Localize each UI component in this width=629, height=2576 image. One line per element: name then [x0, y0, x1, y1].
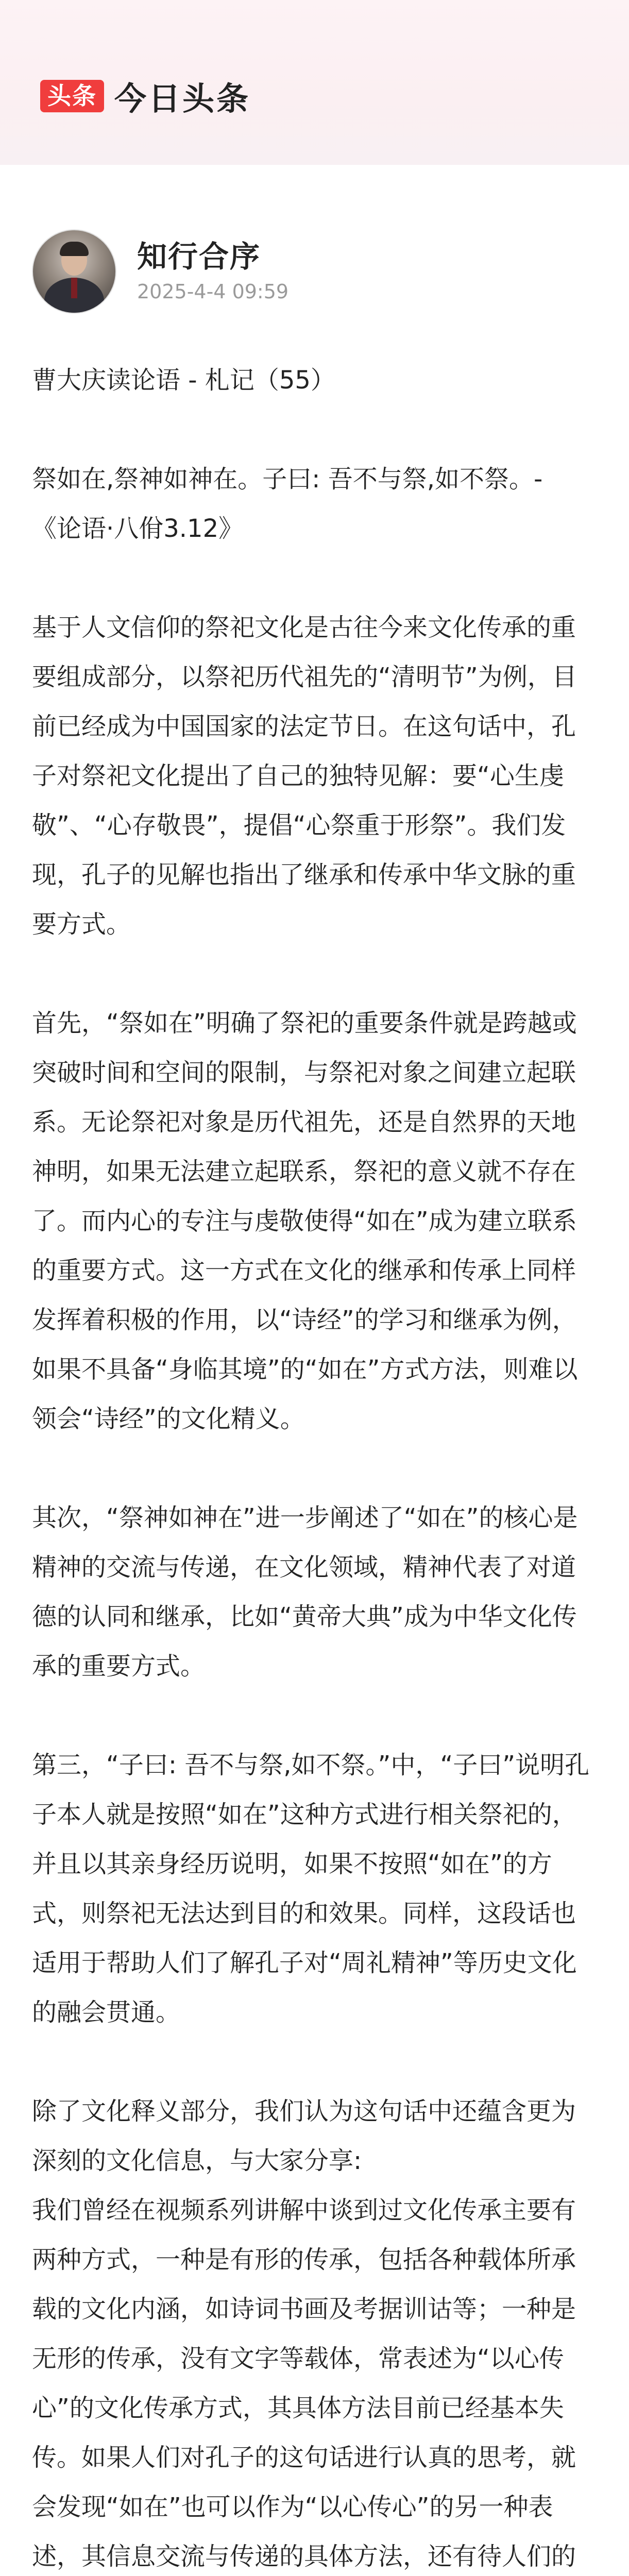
article-paragraph-4: 第三，“子曰: 吾不与祭,如不祭。”中，“子曰”说明孔子本人就是按照“如在”这种方式进行相关祭祀的，并且以其亲身经历说明，如果不按照“如在”的方式，则祭祀无法达到目的和效果。同样，这段话也适用于帮助人们了解孔子对“周礼精神”等历史文化的融会贯通。 — [32, 1751, 590, 2027]
article-paragraph-3: 其次，“祭神如神在”进一步阐述了“如在”的核心是精神的交流与传递，在文化领域，精神代表了对道德的认同和继承，比如“黄帝大典”成为中华文化传承的重要方式。 — [32, 1503, 578, 1681]
avatar[interactable] — [32, 229, 116, 314]
article-paragraph-2: 首先，“祭如在”明确了祭祀的重要条件就是跨越或突破时间和空间的限制，与祭祀对象之间建立起联系。无论祭祀对象是历代祖先，还是自然界的天地神明，如果无法建立起联系，祭祀的意义就不存在了。而内心的专注与虔敬使得“如在”成为建立联系的重要方式。这一方式在文化的继承和传承上同样发挥着积极的作用，以“诗经”的学习和继承为例，如果不具备“身临其境”的“如在”方式方法，则难以领会“诗经”的文化精义。 — [32, 1009, 578, 1433]
author-meta — [137, 239, 288, 303]
app-header — [0, 0, 629, 165]
article-title: 曹大庆读论语 - 札记（55） — [32, 366, 335, 395]
post-timestamp: 2025-4-4 09:59 — [137, 280, 289, 303]
author-name[interactable]: 知行合序 — [137, 239, 261, 275]
avatar-tie-shape — [71, 278, 77, 298]
avatar-hair-shape — [60, 242, 89, 256]
app-name: 今日头条 — [114, 80, 251, 117]
article-paragraph-5-intro: 除了文化释义部分，我们认为这句话中还蕴含更为深刻的文化信息，与大家分享: — [32, 2097, 576, 2175]
app-brand[interactable] — [40, 73, 250, 119]
article-body — [32, 355, 597, 2576]
article-paragraph-1: 基于人文信仰的祭祀文化是古往今来文化传承的重要组成部分，以祭祀历代祖先的“清明节”为例，目前已经成为中国国家的法定节日。在这句话中，孔子对祭祀文化提出了自己的独特见解：要“心生虔敬”、“心存敬畏”，提倡“心祭重于形祭”。我们发现，孔子的见解也指出了继承和传承中华文脉的重要方式。 — [32, 613, 577, 939]
article-paragraph-5-body: 我们曾经在视频系列讲解中谈到过文化传承主要有两种方式，一种是有形的传承，包括各种载体所承载的文化内涵，如诗词书画及考据训诂等；一种是无形的传承，没有文字等载体，常表述为“以心传心”的文化传承方式，其具体方法目前已经基本失传。如果人们对孔子的这句话进行认真的思考，就会发现“如在”也可以作为“以心传心”的另一种表述，其信息交流与传递的具体方法，还有待人们的 — [32, 2196, 576, 2571]
article-quote: 祭如在,祭神如神在。子曰: 吾不与祭,如不祭。- 《论语·八佾3.12》 — [32, 465, 543, 543]
app-logo-badge: 头条 — [40, 80, 104, 112]
author-row — [32, 229, 288, 314]
